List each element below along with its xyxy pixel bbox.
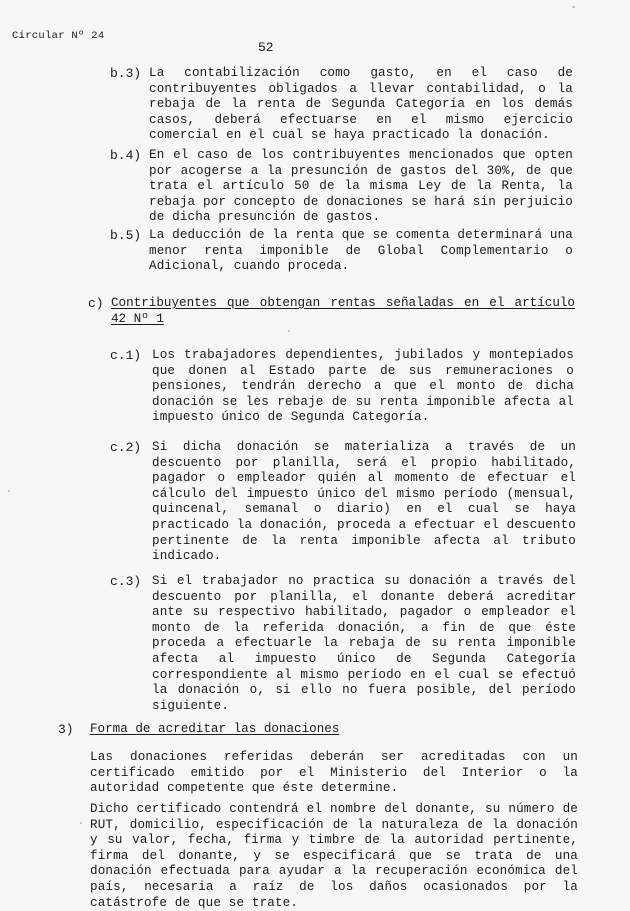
item-marker-c3: c.3) [110,574,142,589]
paragraph-b5: La deducción de la renta que se comenta determinará una menor renta imponible de Global Complementario o Adicional, cuando proceda. [149,228,573,274]
section-heading-3: Forma de acreditar las donaciones [90,722,340,736]
section-marker-c: c) [88,296,104,311]
item-marker-c1: c.1) [110,348,142,363]
page-number: 52 [258,40,274,55]
paragraph-c2: Si dicha donación se materializa a través de un descuento por planilla, será el propio habilitado, pagador o empleador quién al momento de efectuar el cálculo del impuesto único del mismo período (mensual, quincenal, semanal o diario) en el cual se haya practicado la donación, proceda a efectuar el descuento pertinente de la renta imponible afecta al tributo indicado. [152,440,576,564]
section-heading-c: Contribuyentes que obtengan rentas señaladas en el artículo 42 Nº 1 [111,296,575,326]
scan-speck [288,330,290,332]
item-marker-b5: b.5) [110,228,142,243]
paragraph-3-1: Las donaciones referidas deberán ser acreditadas con un certificado emitido por el Ministerio del Interior o la autoridad competente que éste determine. [90,750,578,796]
scan-speck [572,6,575,8]
item-marker-c2: c.2) [110,440,142,455]
paragraph-b3: La contabilización como gasto, en el caso de contribuyentes obligados a llevar contabilidad, o la rebaja de la renta de Segunda Categoría en los demás casos, deberá efectuarse en el mismo ejercicio comercial en el cual se haya practicado la donación. [149,66,573,143]
paragraph-c1: Los trabajadores dependientes, jubilados y montepiados que donen al Estado parte de sus remuneraciones o pensiones, tendrán derecho a que el monto de dicha donación se les rebaje de su renta imponible afecta al impuesto único de Segunda Categoría. [152,348,574,425]
item-marker-b4: b.4) [110,148,142,163]
item-marker-b3: b.3) [110,66,142,81]
scan-speck [80,822,82,824]
paragraph-3-2: Dicho certificado contendrá el nombre del donante, su número de RUT, domicilio, especificación de la naturaleza de la donación y su valor, fecha, firma y timbre de la autoridad pertinente, firma del donante, y se especificará que se trata de una donación efectuada para ayudar a la recuperación económica del país, necesaria a raíz de los daños ocasionados por la catástrofe de que se trate. [90,802,578,910]
section-marker-3: 3) [58,722,74,737]
paragraph-c3: Si el trabajador no practica su donación a través del descuento por planilla, el donante deberá acreditar ante su respectivo habilitado, pagador o empleador el monto de la referida donación, a fin de que éste proceda a efectuarle la rebaja de su renta imponible afecta al impuesto único de Segunda Categoría correspondiente al mismo período en el cual se efectuó la donación o, si ello no fuera posible, del período siguiente. [152,574,576,713]
paragraph-b4: En el caso de los contribuyentes mencionados que opten por acogerse a la presunción de gastos del 30%, de que trata el artículo 50 de la misma Ley de la Renta, la rebaja por concepto de donaciones se hará sin perjuicio de dicha presunción de gastos. [149,148,573,225]
scan-speck [8,490,10,492]
circular-header: Circular Nº 24 [12,30,105,42]
